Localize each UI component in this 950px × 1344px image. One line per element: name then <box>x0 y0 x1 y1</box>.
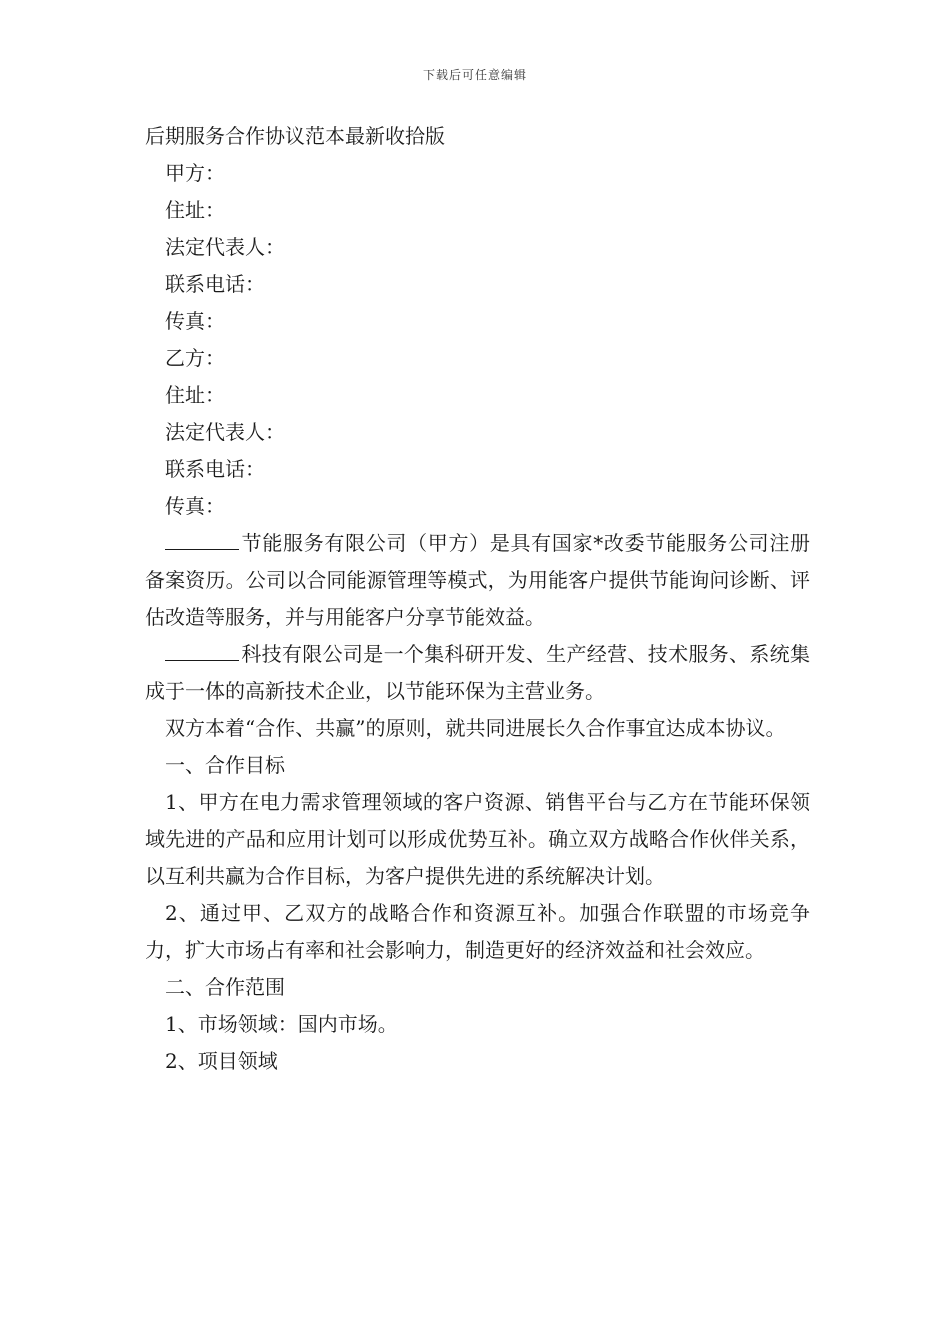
party-a-label: 甲方： <box>165 161 225 185</box>
company-name-blank <box>165 638 239 661</box>
goals-item-2: 2、通过甲、乙双方的战略合作和资源互补。加强合作联盟的市场竞争力，扩大市场占有率和社会影响力，制造更好的经济效益和社会效应。 <box>145 901 810 962</box>
party-b-fax: 传真： <box>165 494 225 518</box>
party-b-address: 住址： <box>165 383 225 407</box>
party-a-address: 住址： <box>165 198 225 222</box>
document-title: 后期服务合作协议范本最新收拾版 <box>145 124 445 148</box>
intro-party-b-paragraph <box>145 636 810 710</box>
intro-party-a-text: 节能服务有限公司（甲方）是具有国家*改委节能服务公司注册备案资历。公司以合同能源管理等模式，为用能客户提供节能询问诊断、评估改造等服务，并与用能客户分享节能效益。 <box>145 531 810 629</box>
company-name-blank <box>165 527 239 550</box>
intro-party-b-text: 科技有限公司是一个集科研开发、生产经营、技术服务、系统集成于一体的高新技术企业，以节能环保为主营业务。 <box>145 642 810 703</box>
scope-item-1: 1、市场领域：国内市场。 <box>165 1012 398 1036</box>
section-heading-scope: 二、合作范围 <box>165 975 285 999</box>
intro-both-paragraph: 双方本着“合作、共赢”的原则，就共同进展长久合作事宜达成本协议。 <box>165 716 786 740</box>
party-b-legal-rep: 法定代表人： <box>165 420 285 444</box>
party-b-phone: 联系电话： <box>165 457 265 481</box>
party-b-label: 乙方： <box>165 346 225 370</box>
party-a-fax: 传真： <box>165 309 225 333</box>
page-header: 下载后可任意编辑 <box>422 68 527 82</box>
section-heading-goals: 一、合作目标 <box>165 753 285 777</box>
party-a-legal-rep: 法定代表人： <box>165 235 285 259</box>
party-a-phone: 联系电话： <box>165 272 265 296</box>
document-body <box>145 118 810 1080</box>
intro-party-a-paragraph <box>145 525 810 636</box>
goals-item-1: 1、甲方在电力需求管理领域的客户资源、销售平台与乙方在节能环保领域先进的产品和应用计划可以形成优势互补。确立双方战略合作伙伴关系，以互利共赢为合作目标，为客户提供先进的系统解决计划。 <box>145 790 810 888</box>
scope-item-2: 2、项目领域 <box>165 1049 278 1073</box>
